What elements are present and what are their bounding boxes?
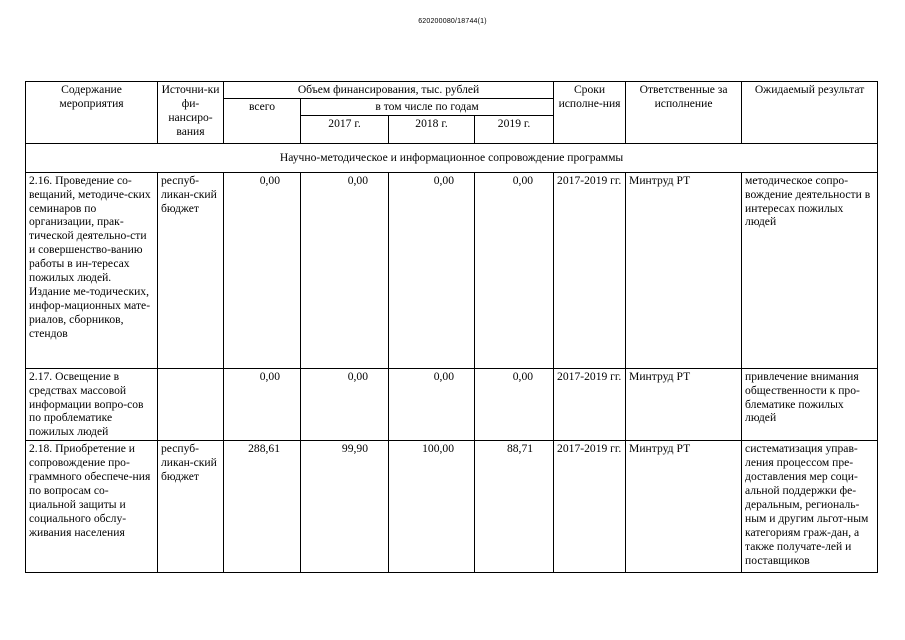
row-total: 0,00 — [224, 368, 301, 441]
section-title: Научно-методическое и информационное сопровождение программы — [26, 143, 878, 172]
row-2019: 88,71 — [475, 441, 554, 573]
row-terms: 2017-2019 гг. — [554, 441, 626, 573]
table-row — [26, 441, 878, 573]
header-2018: 2018 г. — [389, 115, 475, 143]
row-content: 2.17. Освещение в средствах массовой информации вопро-сов по проблематике пожилых людей — [26, 368, 158, 441]
row-total: 288,61 — [224, 441, 301, 573]
row-result: привлечение внимания общественности к про-блематике пожилых людей — [742, 368, 878, 441]
header-by-years: в том числе по годам — [301, 98, 554, 115]
header-2019: 2019 г. — [475, 115, 554, 143]
header-source: Источни-ки фи-нансиро-вания — [158, 82, 224, 144]
row-2017: 99,90 — [301, 441, 389, 573]
section-row — [26, 143, 878, 172]
header-responsible: Ответственные за исполнение — [626, 82, 742, 144]
row-source: респуб-ликан-ский бюджет — [158, 441, 224, 573]
row-content: 2.16. Проведение со-вещаний, методиче-ских семинаров по организации, прак-тической деятельно-сти и совершенство-ванию работы в ин-тересах пожилых людей. Издание ме-тодических, инфор-мационных мате-риалов, сборников, стендов — [26, 172, 158, 368]
row-2017: 0,00 — [301, 368, 389, 441]
row-responsible: Минтруд РТ — [626, 172, 742, 368]
row-responsible: Минтруд РТ — [626, 441, 742, 573]
row-2018: 0,00 — [389, 368, 475, 441]
table-row — [26, 172, 878, 368]
row-2019: 0,00 — [475, 172, 554, 368]
header-result: Ожидаемый результат — [742, 82, 878, 144]
header-total: всего — [224, 98, 301, 143]
row-source — [158, 368, 224, 441]
row-source: респуб-ликан-ский бюджет — [158, 172, 224, 368]
header-terms: Сроки исполне-ния — [554, 82, 626, 144]
row-2018: 100,00 — [389, 441, 475, 573]
row-content: 2.18. Приобретение и сопровождение про-граммного обеспече-ния по вопросам со-циальной защиты и социального обслу-живания населения — [26, 441, 158, 573]
row-terms: 2017-2019 гг. — [554, 368, 626, 441]
header-volume: Объем финансирования, тыс. рублей — [224, 82, 554, 99]
row-responsible: Минтруд РТ — [626, 368, 742, 441]
financing-table — [25, 81, 878, 573]
row-result: методическое сопро-вождение деятельности в интересах пожилых людей — [742, 172, 878, 368]
row-total: 0,00 — [224, 172, 301, 368]
header-2017: 2017 г. — [301, 115, 389, 143]
row-terms: 2017-2019 гг. — [554, 172, 626, 368]
table-row — [26, 368, 878, 441]
document-id: 620200080/18744(1) — [418, 18, 487, 25]
row-2017: 0,00 — [301, 172, 389, 368]
row-result: систематизация управ-ления процессом пре-доставления мер соци-альной поддержки фе-деральным, региональ-ным и другим льгот-ным категориям граж-дан, а также получате-лей и поставщиков — [742, 441, 878, 573]
row-2018: 0,00 — [389, 172, 475, 368]
row-2019: 0,00 — [475, 368, 554, 441]
header-content: Содержание мероприятия — [26, 82, 158, 144]
header-row — [26, 82, 878, 99]
